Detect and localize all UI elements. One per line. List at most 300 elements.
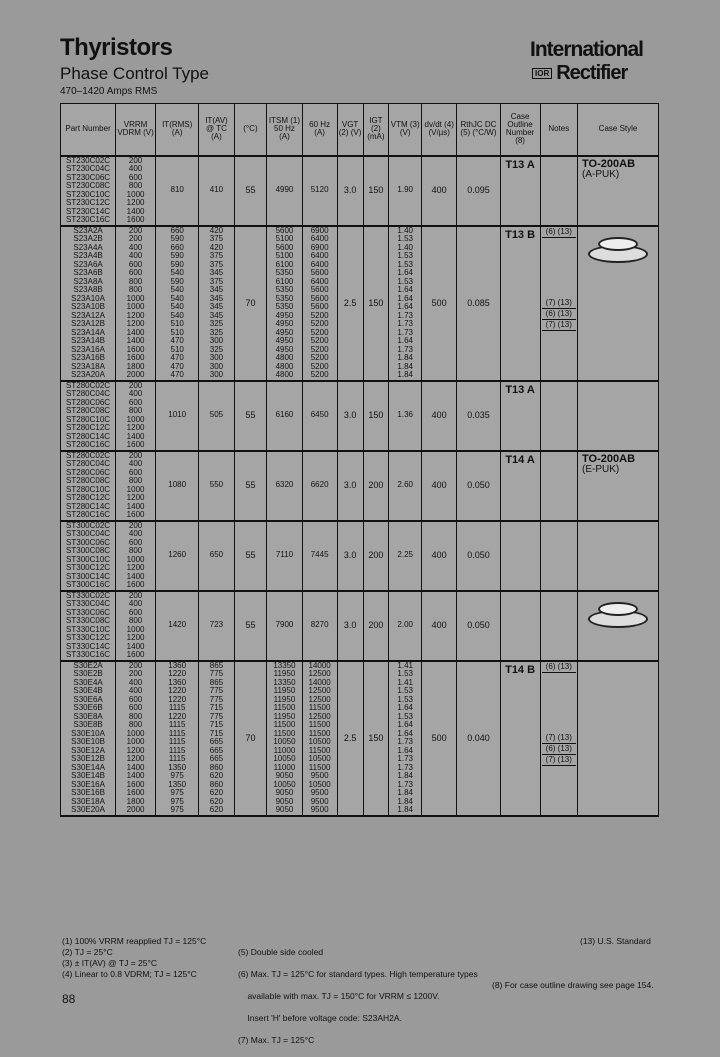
cell-value: 600 <box>128 703 143 712</box>
cell-value: 1200 <box>126 633 145 642</box>
part-group <box>61 156 659 226</box>
cell-value: 1800 <box>126 796 145 806</box>
cell-itsm50 <box>267 381 302 451</box>
cell-value: 5200 <box>310 336 329 345</box>
cell-itrms <box>156 591 199 661</box>
footnote: (4) Linear to 0.8 VDRM; TJ = 125°C <box>62 969 197 979</box>
cell-vtm <box>389 521 422 591</box>
cell-value: 665 <box>209 737 224 746</box>
cell-value: 1115 <box>168 745 186 755</box>
cell-value: ST280C02C <box>66 450 111 460</box>
cell-value: 470 <box>170 336 184 345</box>
cell-value: 200 <box>128 590 143 600</box>
cell-value: 5200 <box>310 319 329 328</box>
cell-value: 5600 <box>275 225 294 235</box>
cell-value: 1.64 <box>397 336 413 345</box>
cell-value: 1420 <box>168 620 187 630</box>
cell-value: S30E6B <box>73 703 103 712</box>
case-style-sub: (A-PUK) <box>582 168 620 180</box>
cell-value: ST300C06C <box>66 537 111 547</box>
cell-value: 4800 <box>275 370 294 379</box>
cell-value: 6450 <box>310 410 329 420</box>
cell-value: 860 <box>209 762 224 772</box>
cell-value: 1000 <box>126 293 145 303</box>
note: (6) (13) <box>542 227 577 238</box>
cell-dvdt: 400 <box>422 521 457 591</box>
part-group <box>61 226 659 381</box>
cell-value: 650 <box>209 550 224 560</box>
cell-value: 4950 <box>275 319 294 328</box>
cell-value: 1115 <box>168 728 186 738</box>
cell-value: 375 <box>209 259 224 269</box>
cell-value: S23A10B <box>71 302 105 311</box>
cell-itrms <box>156 381 199 451</box>
note: (6) (13) <box>542 662 577 673</box>
cell-value: 775 <box>209 669 224 678</box>
cell-value: 665 <box>209 745 224 755</box>
cell-value: 2.60 <box>397 480 413 490</box>
cell-tc: 70 <box>234 226 267 381</box>
case-outline <box>500 591 540 661</box>
cell-value: 1.53 <box>397 669 413 678</box>
cell-itav <box>199 451 234 521</box>
cell-value: 1.41 <box>397 677 413 687</box>
cell-value: 1.84 <box>397 788 413 797</box>
cell-value: 1600 <box>126 440 145 449</box>
cell-value: 1000 <box>126 728 145 738</box>
cell-value: ST230C06C <box>66 172 111 182</box>
cell-value: 6100 <box>275 259 294 269</box>
cell-value: 6100 <box>275 276 294 286</box>
cell-value: ST300C14C <box>66 571 111 581</box>
cell-value: 400 <box>128 242 143 252</box>
cell-value: 1600 <box>126 344 145 354</box>
cell-value: 1.84 <box>397 353 413 362</box>
cell-value: 4800 <box>275 353 294 362</box>
cell-igt: 200 <box>363 451 389 521</box>
cell-value: 800 <box>128 616 143 625</box>
cell-value: 1.84 <box>397 805 413 814</box>
cell-value: 420 <box>209 242 224 252</box>
cell-tc: 55 <box>234 521 267 591</box>
footnote: (2) TJ = 25°C <box>62 947 113 957</box>
cell-value: 1.73 <box>397 327 413 337</box>
cell-value: 1.84 <box>397 796 413 806</box>
cell-value: 1.64 <box>397 720 413 729</box>
cell-value: S23A12B <box>71 319 105 328</box>
cell-dvdt: 400 <box>422 156 457 226</box>
cell-value: 1350 <box>168 762 187 772</box>
cell-value: ST300C02C <box>66 520 111 530</box>
cell-value: 410 <box>209 185 224 195</box>
cell-value: 6400 <box>310 259 329 269</box>
cell-dvdt: 400 <box>422 381 457 451</box>
cell-value: 1.73 <box>397 310 413 320</box>
cell-value: ST280C10C <box>66 414 111 424</box>
part-group <box>61 661 659 816</box>
column-header: Notes <box>540 104 578 156</box>
cell-value: S30E8A <box>73 711 103 721</box>
cell-value: 1350 <box>168 779 187 789</box>
cell-value: 600 <box>128 397 143 407</box>
part-group <box>61 591 659 661</box>
cell-vtm <box>389 451 422 521</box>
cell-value: 510 <box>170 319 184 328</box>
footnotes-left <box>62 936 206 980</box>
cell-value: 1.90 <box>397 185 413 195</box>
cell-value: 590 <box>170 251 184 260</box>
cell-parts <box>61 226 116 381</box>
column-header: dv/dt (4) (V/µs) <box>422 104 457 156</box>
cell-value: 1800 <box>126 361 145 371</box>
cell-value: 1400 <box>126 431 145 441</box>
cell-value: 865 <box>209 677 224 687</box>
cell-value: S30E4A <box>73 677 103 687</box>
note: (7) (13) <box>542 755 577 766</box>
case-style <box>578 661 659 816</box>
cell-value: 1400 <box>126 327 145 337</box>
cell-value: 975 <box>170 771 184 780</box>
cell-value: 775 <box>209 711 224 721</box>
page-number: 88 <box>62 992 76 1006</box>
cell-value: 540 <box>170 293 184 303</box>
case-style <box>578 521 659 591</box>
cell-value: 5600 <box>310 268 329 277</box>
cell-value: ST330C10C <box>66 624 111 634</box>
column-header: IT(RMS) (A) <box>156 104 199 156</box>
column-header: Case Style <box>578 104 659 156</box>
cell-value: 11500 <box>308 762 331 772</box>
cell-value: 9500 <box>310 796 329 806</box>
case-style <box>578 381 659 451</box>
cell-itsm60 <box>302 591 337 661</box>
cell-value: S30E12A <box>71 745 105 755</box>
cell-value: ST230C14C <box>66 206 111 216</box>
cell-value: 1600 <box>126 650 145 659</box>
cell-vtm <box>389 381 422 451</box>
cell-value: 345 <box>209 285 224 294</box>
cell-value: ST280C08C <box>66 476 111 485</box>
cell-value: 540 <box>170 310 184 320</box>
cell-itsm60 <box>302 451 337 521</box>
cell-vgt: 3.0 <box>337 381 363 451</box>
cell-value: 600 <box>128 607 143 617</box>
cell-value: ST230C04C <box>66 164 111 173</box>
cell-itrms <box>156 661 199 816</box>
cell-value: 11000 <box>273 762 296 772</box>
cell-parts <box>61 381 116 451</box>
cell-value: S30E4B <box>73 686 103 695</box>
cell-value: ST300C12C <box>66 563 111 572</box>
cell-vgt: 3.0 <box>337 156 363 226</box>
cell-value: ST280C16C <box>66 510 111 519</box>
cell-value: 6400 <box>310 234 329 243</box>
current-range: 470–1420 Amps RMS <box>60 86 158 97</box>
cell-value: 510 <box>170 327 184 337</box>
case-outline: T13 A <box>500 381 540 451</box>
cell-value: ST280C04C <box>66 389 111 398</box>
cell-value: 660 <box>170 242 184 252</box>
cell-value: 6160 <box>275 410 294 420</box>
cell-value: 590 <box>170 234 184 243</box>
cell-value: 1260 <box>168 550 187 560</box>
cell-value: 9500 <box>310 788 329 797</box>
cell-value: 1220 <box>168 694 187 704</box>
cell-value: 775 <box>209 686 224 695</box>
cell-value: 2.00 <box>397 620 413 630</box>
cell-value: ST280C16C <box>66 440 111 449</box>
cell-value: 590 <box>170 259 184 269</box>
cell-value: ST300C10C <box>66 554 111 564</box>
notes <box>540 591 578 661</box>
page-subtitle: Phase Control Type <box>60 64 209 83</box>
case-outline: T13 B <box>500 226 540 381</box>
footnote: (8) For case outline drawing see page 154. <box>492 980 654 990</box>
footnote: (5) Double side cooled <box>238 947 324 957</box>
cell-value: 2.25 <box>397 550 413 560</box>
cell-value: 10500 <box>308 737 331 746</box>
cell-value: S30E6A <box>73 694 103 704</box>
cell-value: 505 <box>209 410 224 420</box>
cell-vtm <box>389 226 422 381</box>
cell-itsm60 <box>302 226 337 381</box>
cell-value: 2000 <box>126 805 145 814</box>
puk-package-icon <box>588 237 648 263</box>
cell-value: 1.84 <box>397 771 413 780</box>
cell-value: 470 <box>170 370 184 379</box>
cell-value: 1.53 <box>397 259 413 269</box>
cell-value: S23A14A <box>71 327 105 337</box>
cell-tc: 70 <box>234 661 267 816</box>
cell-value: 1.64 <box>397 728 413 738</box>
cell-itsm60 <box>302 381 337 451</box>
cell-value: 1.53 <box>397 251 413 260</box>
cell-value: 13350 <box>273 677 296 687</box>
notes <box>540 381 578 451</box>
cell-vgt: 3.0 <box>337 591 363 661</box>
cell-value: 975 <box>170 796 184 806</box>
cell-vrrm <box>116 451 156 521</box>
cell-value: 5200 <box>310 361 329 371</box>
cell-value: S23A12A <box>71 310 105 320</box>
cell-value: 11500 <box>273 728 296 738</box>
cell-dvdt: 500 <box>422 661 457 816</box>
cell-value: ST280C12C <box>66 493 111 502</box>
cell-value: S30E2B <box>73 669 103 678</box>
cell-value: 620 <box>209 771 224 780</box>
cell-value: 300 <box>209 336 224 345</box>
cell-itsm50 <box>267 591 302 661</box>
cell-value: 1400 <box>126 571 145 581</box>
cell-value: S23A8A <box>73 276 103 286</box>
cell-value: 4950 <box>275 310 294 320</box>
cell-value: 715 <box>209 728 224 738</box>
part-group <box>61 381 659 451</box>
cell-parts <box>61 661 116 816</box>
cell-value: 8270 <box>310 620 329 630</box>
footnote: (6) Max. TJ = 125°C for standard types. High temperature types <box>238 969 478 979</box>
thyristor-table <box>60 103 659 817</box>
cell-vrrm <box>116 661 156 816</box>
cell-value: 1600 <box>126 779 145 789</box>
cell-rth: 0.050 <box>457 521 500 591</box>
cell-value: 1.64 <box>397 302 413 311</box>
column-header: IGT (2) (mA) <box>363 104 389 156</box>
case-style-sub: (E-PUK) <box>582 463 620 475</box>
cell-value: S30E16A <box>71 779 105 789</box>
cell-itsm60 <box>302 156 337 226</box>
cell-value: 800 <box>128 276 143 286</box>
cell-value: 1200 <box>126 493 145 502</box>
cell-parts <box>61 156 116 226</box>
cell-rth: 0.035 <box>457 381 500 451</box>
cell-value: 345 <box>209 310 224 320</box>
cell-value: 200 <box>128 660 143 670</box>
cell-value: ST330C14C <box>66 641 111 651</box>
cell-itsm60 <box>302 521 337 591</box>
cell-igt: 200 <box>363 521 389 591</box>
cell-value: 1360 <box>168 677 187 687</box>
cell-igt: 150 <box>363 661 389 816</box>
cell-value: 1600 <box>126 580 145 589</box>
cell-itav <box>199 661 234 816</box>
cell-value: 400 <box>128 686 143 695</box>
cell-value: 1600 <box>126 510 145 519</box>
cell-value: 1600 <box>126 215 145 224</box>
cell-value: 1.53 <box>397 686 413 695</box>
cell-value: 5600 <box>310 285 329 294</box>
cell-value: 300 <box>209 353 224 362</box>
cell-value: 1.73 <box>397 344 413 354</box>
cell-rth: 0.050 <box>457 591 500 661</box>
column-header: VTM (3) (V) <box>389 104 422 156</box>
cell-value: 325 <box>209 327 224 337</box>
cell-value: 1200 <box>126 563 145 572</box>
cell-value: 1000 <box>126 414 145 424</box>
cell-value: 13350 <box>273 660 296 670</box>
cell-value: 1.53 <box>397 711 413 721</box>
cell-itrms <box>156 521 199 591</box>
cell-itrms <box>156 156 199 226</box>
cell-rth: 0.040 <box>457 661 500 816</box>
cell-value: 5600 <box>275 242 294 252</box>
cell-value: ST330C02C <box>66 590 111 600</box>
notes <box>540 451 578 521</box>
cell-value: 6900 <box>310 242 329 252</box>
brand-logo <box>532 62 627 85</box>
notes <box>540 521 578 591</box>
cell-value: 11500 <box>308 720 331 729</box>
cell-itav <box>199 521 234 591</box>
cell-rth: 0.095 <box>457 156 500 226</box>
cell-value: 1080 <box>168 480 187 490</box>
column-header: IT(AV) @ TC (A) <box>199 104 234 156</box>
cell-value: 800 <box>128 476 143 485</box>
cell-value: 1.53 <box>397 276 413 286</box>
cell-value: 12500 <box>308 694 331 704</box>
cell-value: 5100 <box>275 234 294 243</box>
cell-itrms <box>156 226 199 381</box>
column-header: VRRM VDRM (V) <box>116 104 156 156</box>
cell-value: 1400 <box>126 641 145 651</box>
cell-value: 5350 <box>275 293 294 303</box>
cell-value: 200 <box>128 450 143 460</box>
cell-value: 1000 <box>126 484 145 494</box>
cell-value: 715 <box>209 720 224 729</box>
column-header: Part Number <box>61 104 116 156</box>
cell-igt: 200 <box>363 591 389 661</box>
cell-value: S23A8B <box>73 285 103 294</box>
cell-value: 400 <box>128 164 143 173</box>
cell-value: 5350 <box>275 302 294 311</box>
brand-name: International <box>530 38 644 61</box>
cell-value: 11000 <box>273 745 296 755</box>
cell-value: 1000 <box>126 302 145 311</box>
cell-value: S23A6A <box>73 259 103 269</box>
cell-value: ST280C02C <box>66 380 111 390</box>
cell-parts <box>61 451 116 521</box>
cell-itav <box>199 226 234 381</box>
cell-value: 9500 <box>310 771 329 780</box>
cell-value: 200 <box>128 669 143 678</box>
column-header: VGT (2) (V) <box>337 104 363 156</box>
cell-value: S23A10A <box>71 293 105 303</box>
cell-value: 1200 <box>126 319 145 328</box>
cell-vgt: 3.0 <box>337 521 363 591</box>
cell-value: 12500 <box>308 711 331 721</box>
cell-value: ST230C08C <box>66 181 111 190</box>
cell-value: 375 <box>209 234 224 243</box>
cell-value: 11950 <box>273 669 296 678</box>
cell-value: 470 <box>170 353 184 362</box>
cell-value: 1400 <box>126 771 145 780</box>
cell-value: 1.64 <box>397 285 413 294</box>
cell-value: 420 <box>209 225 224 235</box>
cell-value: 800 <box>128 720 143 729</box>
cell-value: 860 <box>209 779 224 789</box>
cell-value: S30E12B <box>71 754 105 763</box>
cell-value: 715 <box>209 703 224 712</box>
cell-value: ST230C16C <box>66 215 111 224</box>
cell-value: 1.84 <box>397 370 413 379</box>
cell-value: 400 <box>128 389 143 398</box>
cell-value: 10050 <box>273 779 296 789</box>
cell-tc: 55 <box>234 591 267 661</box>
cell-value: 5600 <box>310 293 329 303</box>
cell-value: 540 <box>170 285 184 294</box>
cell-value: 1000 <box>126 624 145 634</box>
cell-value: 6320 <box>275 480 294 490</box>
cell-value: 4800 <box>275 361 294 371</box>
footnote: (1) 100% VRRM reapplied TJ = 125°C <box>62 936 207 946</box>
cell-value: 1000 <box>126 554 145 564</box>
cell-value: 775 <box>209 694 224 704</box>
cell-value: S30E18A <box>71 796 105 806</box>
cell-itav <box>199 381 234 451</box>
cell-value: 1220 <box>168 711 187 721</box>
cell-igt: 150 <box>363 381 389 451</box>
cell-value: ST280C04C <box>66 459 111 468</box>
cell-value: ST330C08C <box>66 616 111 625</box>
cell-value: 865 <box>209 660 224 670</box>
cell-value: 11500 <box>308 703 331 712</box>
cell-value: 1360 <box>168 660 187 670</box>
cell-value: ST230C12C <box>66 198 111 207</box>
cell-value: 9050 <box>275 796 294 806</box>
cell-value: S23A6B <box>73 268 103 277</box>
note: (6) (13) <box>542 744 577 755</box>
cell-value: ST330C16C <box>66 650 111 659</box>
